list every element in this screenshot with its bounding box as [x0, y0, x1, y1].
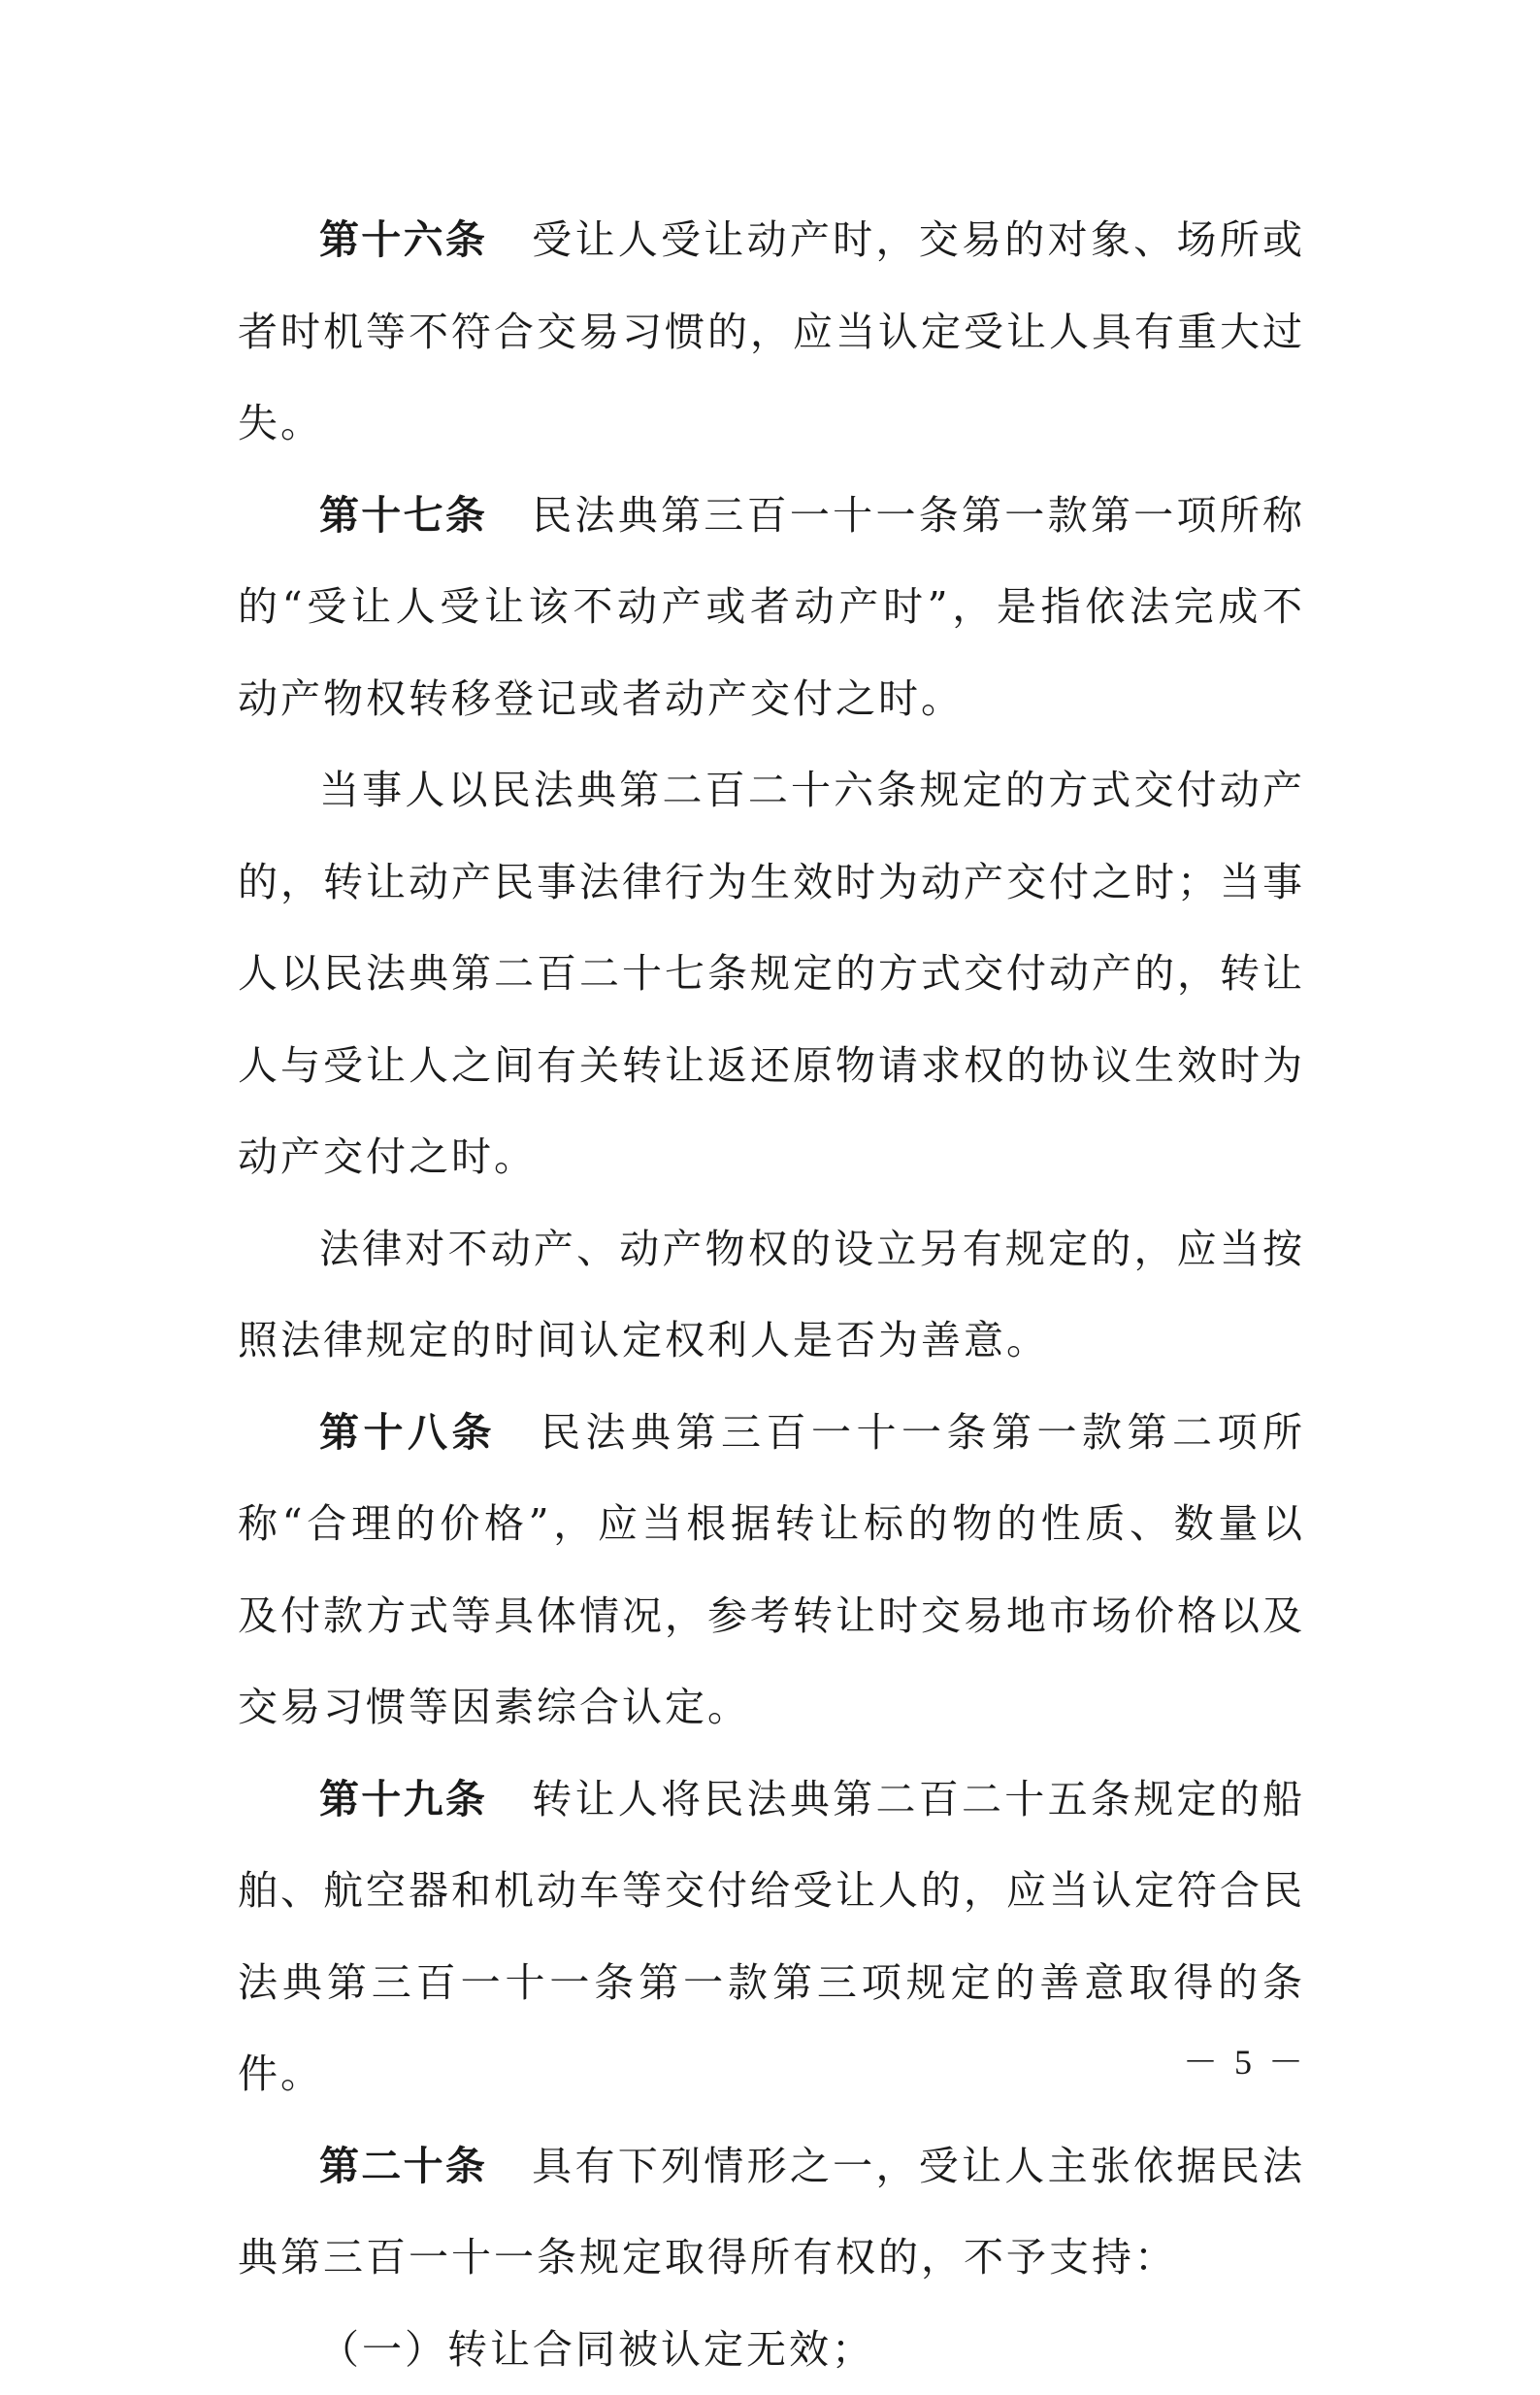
paragraph-text: 法律对不动产、动产物权的设立另有规定的，应当按照法律规定的时间认定权利人是否为善意。	[238, 1226, 1305, 1364]
article-text: 具有下列情形之一，受让人主张依据民法典第三百一十一条规定取得所有权的，不予支持：	[238, 2143, 1305, 2281]
page-number: － 5 －	[1183, 2035, 1307, 2084]
article-18	[238, 1387, 1305, 1754]
article-16	[238, 194, 1305, 470]
article-text: 转让人将民法典第二百二十五条规定的船舶、航空器和机动车等交付给受让人的，应当认定符合民法典第三百一十一条第一款第三项规定的善意取得的条件。	[238, 1776, 1305, 2098]
article-17-paragraph-2	[238, 744, 1305, 1203]
article-20	[238, 2120, 1305, 2304]
article-number: 第十九条	[319, 1776, 487, 1822]
article-text: 民法典第三百一十一条第一款第二项所称“合理的价格”，应当根据转让标的物的性质、数量以及付款方式等具体情况，参考转让时交易地市场价格以及交易习惯等因素综合认定。	[238, 1409, 1305, 1731]
body-text	[238, 194, 1305, 2395]
article-17-paragraph-3	[238, 1203, 1305, 1387]
article-number: 第二十条	[319, 2143, 487, 2189]
article-text: 民法典第三百一十一条第一款第一项所称的“受让人受让该不动产或者动产时”，是指依法完成不动产物权转移登记或者动产交付之时。	[238, 492, 1305, 722]
article-number: 第十六条	[319, 216, 487, 263]
article-number: 第十七条	[319, 492, 487, 539]
article-number: 第十八条	[319, 1409, 496, 1456]
article-20-item-1	[238, 2304, 1305, 2395]
article-text: 受让人受让动产时，交易的对象、场所或者时机等不符合交易习惯的，应当认定受让人具有重大过失。	[238, 216, 1305, 446]
list-item-text: （一）转让合同被认定无效；	[319, 2326, 874, 2373]
article-19	[238, 1754, 1305, 2120]
article-17	[238, 470, 1305, 745]
paragraph-text: 当事人以民法典第二百二十六条规定的方式交付动产的，转让动产民事法律行为生效时为动产交付之时；当事人以民法典第二百二十七条规定的方式交付动产的，转让人与受让人之间有关转让返还原物请求权的协议生效时为动产交付之时。	[238, 767, 1305, 1180]
